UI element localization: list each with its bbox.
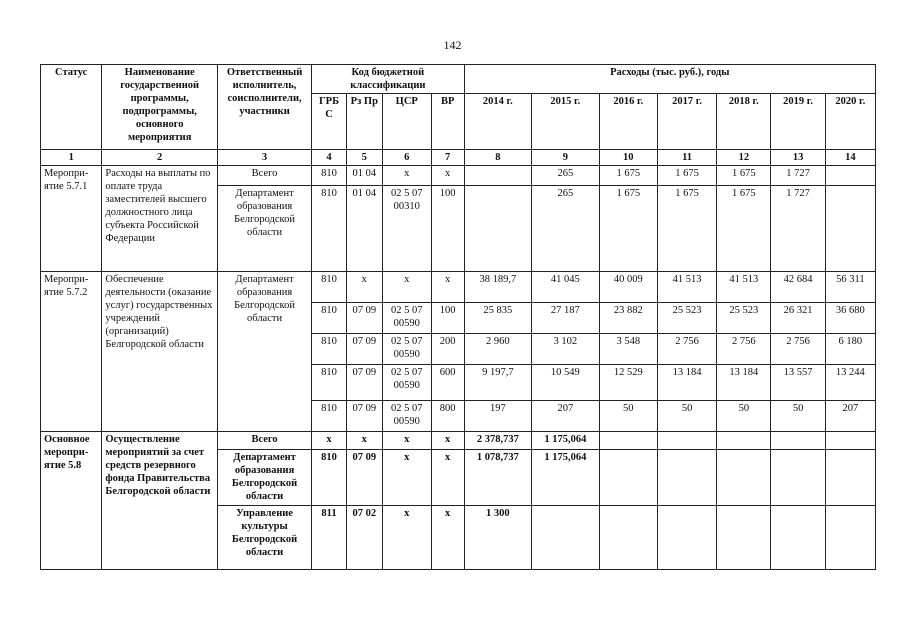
status-cell: Меропри-ятие 5.7.1 [41, 166, 102, 272]
responsible-cell: Всего [217, 166, 311, 186]
header-vr: ВР [431, 94, 464, 150]
value-cell: 2 756 [771, 334, 825, 365]
column-number: 5 [346, 150, 382, 166]
value-cell [599, 432, 657, 450]
column-number: 10 [599, 150, 657, 166]
column-number: 12 [717, 150, 771, 166]
column-number: 11 [657, 150, 716, 166]
header-budget-code: Код бюджетной классификации [312, 65, 464, 94]
value-cell: 2 960 [464, 334, 532, 365]
value-cell: 1 727 [771, 186, 825, 272]
value-cell [771, 506, 825, 570]
value-cell: 13 557 [771, 365, 825, 401]
header-year: 2020 г. [825, 94, 875, 150]
column-number: 2 [102, 150, 218, 166]
value-cell: 207 [825, 401, 875, 432]
csr-cell: х [382, 506, 431, 570]
value-cell: 42 684 [771, 272, 825, 303]
value-cell: 40 009 [599, 272, 657, 303]
value-cell [825, 432, 875, 450]
name-cell: Расходы на выплаты по оплате труда заместителей высшего должностного лица субъекта Российской Федерации [102, 166, 218, 272]
table-row [41, 272, 876, 303]
value-cell: 207 [532, 401, 600, 432]
column-number: 14 [825, 150, 875, 166]
value-cell: 10 549 [532, 365, 600, 401]
value-cell [599, 450, 657, 506]
value-cell: 13 184 [717, 365, 771, 401]
header-year: 2015 г. [532, 94, 600, 150]
value-cell: 6 180 [825, 334, 875, 365]
csr-cell: х [382, 166, 431, 186]
value-cell [657, 506, 716, 570]
rzpr-cell: 07 09 [346, 303, 382, 334]
value-cell: 25 523 [717, 303, 771, 334]
grbs-cell: 810 [312, 365, 347, 401]
header-year: 2019 г. [771, 94, 825, 150]
value-cell: 9 197,7 [464, 365, 532, 401]
vr-cell: х [431, 506, 464, 570]
value-cell: 3 102 [532, 334, 600, 365]
vr-cell: х [431, 450, 464, 506]
vr-cell: 100 [431, 303, 464, 334]
grbs-cell: 810 [312, 272, 347, 303]
csr-cell: 02 5 07 00590 [382, 334, 431, 365]
value-cell: 50 [657, 401, 716, 432]
header-expenses: Расходы (тыс. руб.), годы [464, 65, 875, 94]
grbs-cell: 811 [312, 506, 347, 570]
value-cell: 265 [532, 186, 600, 272]
value-cell: 1 675 [599, 186, 657, 272]
column-number: 7 [431, 150, 464, 166]
value-cell [657, 432, 716, 450]
value-cell: 1 175,064 [532, 432, 600, 450]
value-cell: 41 045 [532, 272, 600, 303]
value-cell [532, 506, 600, 570]
header-grbs: ГРБ С [312, 94, 347, 150]
responsible-cell: Управление культуры Белгородской области [217, 506, 311, 570]
rzpr-cell: 07 09 [346, 450, 382, 506]
value-cell: 2 756 [657, 334, 716, 365]
value-cell: 41 513 [657, 272, 716, 303]
responsible-cell: Департамент образования Белгородской области [217, 186, 311, 272]
value-cell [771, 450, 825, 506]
value-cell: 1 675 [717, 166, 771, 186]
value-cell [464, 166, 532, 186]
grbs-cell: 810 [312, 334, 347, 365]
rzpr-cell: х [346, 272, 382, 303]
value-cell [657, 450, 716, 506]
csr-cell: 02 5 07 00590 [382, 401, 431, 432]
header-year: 2016 г. [599, 94, 657, 150]
value-cell: 41 513 [717, 272, 771, 303]
header-csr: ЦСР [382, 94, 431, 150]
grbs-cell: х [312, 432, 347, 450]
vr-cell: 100 [431, 186, 464, 272]
table-row [41, 166, 876, 186]
csr-cell: 02 5 07 00590 [382, 365, 431, 401]
value-cell: 26 321 [771, 303, 825, 334]
header-year: 2017 г. [657, 94, 716, 150]
vr-cell: х [431, 166, 464, 186]
value-cell [825, 450, 875, 506]
value-cell [599, 506, 657, 570]
column-number: 9 [532, 150, 600, 166]
value-cell: 3 548 [599, 334, 657, 365]
rzpr-cell: 07 02 [346, 506, 382, 570]
vr-cell: 800 [431, 401, 464, 432]
value-cell: 1 727 [771, 166, 825, 186]
header-rzpr: Рз Пр [346, 94, 382, 150]
value-cell: 1 675 [657, 186, 716, 272]
header-status: Статус [41, 65, 102, 150]
status-cell: Меропри-ятие 5.7.2 [41, 272, 102, 432]
header-year: 2014 г. [464, 94, 532, 150]
vr-cell: 200 [431, 334, 464, 365]
vr-cell: х [431, 272, 464, 303]
value-cell: 38 189,7 [464, 272, 532, 303]
table-row [41, 432, 876, 450]
status-cell: Основное меропри-ятие 5.8 [41, 432, 102, 570]
value-cell [771, 432, 825, 450]
value-cell: 265 [532, 166, 600, 186]
value-cell: 1 078,737 [464, 450, 532, 506]
value-cell: 2 756 [717, 334, 771, 365]
value-cell: 25 523 [657, 303, 716, 334]
value-cell: 13 244 [825, 365, 875, 401]
column-number: 1 [41, 150, 102, 166]
value-cell [717, 506, 771, 570]
grbs-cell: 810 [312, 303, 347, 334]
column-number: 6 [382, 150, 431, 166]
rzpr-cell: 07 09 [346, 334, 382, 365]
header-responsible: Ответственный исполнитель, соисполнители, участники [217, 65, 311, 150]
value-cell: 50 [717, 401, 771, 432]
value-cell: 13 184 [657, 365, 716, 401]
value-cell: 1 300 [464, 506, 532, 570]
grbs-cell: 810 [312, 450, 347, 506]
value-cell [825, 186, 875, 272]
expenses-table [40, 64, 876, 570]
value-cell: 23 882 [599, 303, 657, 334]
value-cell [825, 166, 875, 186]
value-cell: 197 [464, 401, 532, 432]
name-cell: Обеспечение деятельности (оказание услуг) государственных учреждений (организаций) Белгородской области [102, 272, 218, 432]
value-cell: 1 675 [599, 166, 657, 186]
csr-cell: 02 5 07 00590 [382, 303, 431, 334]
responsible-cell: Департамент образования Белгородской области [217, 272, 311, 432]
rzpr-cell: 01 04 [346, 186, 382, 272]
vr-cell: 600 [431, 365, 464, 401]
value-cell [717, 432, 771, 450]
value-cell: 2 378,737 [464, 432, 532, 450]
value-cell [717, 450, 771, 506]
value-cell [825, 506, 875, 570]
name-cell: Осуществление мероприятий за счет средств резервного фонда Правительства Белгородской области [102, 432, 218, 570]
grbs-cell: 810 [312, 166, 347, 186]
value-cell: 50 [599, 401, 657, 432]
value-cell: 1 675 [717, 186, 771, 272]
value-cell: 50 [771, 401, 825, 432]
csr-cell: х [382, 432, 431, 450]
csr-cell: х [382, 450, 431, 506]
responsible-cell: Всего [217, 432, 311, 450]
column-number: 13 [771, 150, 825, 166]
column-number: 3 [217, 150, 311, 166]
grbs-cell: 810 [312, 186, 347, 272]
column-number: 8 [464, 150, 532, 166]
value-cell: 27 187 [532, 303, 600, 334]
column-number-row [41, 150, 876, 166]
value-cell: 36 680 [825, 303, 875, 334]
value-cell: 12 529 [599, 365, 657, 401]
csr-cell: х [382, 272, 431, 303]
value-cell [464, 186, 532, 272]
rzpr-cell: х [346, 432, 382, 450]
csr-cell: 02 5 07 00310 [382, 186, 431, 272]
header-name: Наименование государственной программы, подпрограммы, основного мероприятия [102, 65, 218, 150]
page-number: 142 [443, 38, 462, 52]
rzpr-cell: 07 09 [346, 365, 382, 401]
responsible-cell: Департамент образования Белгородской области [217, 450, 311, 506]
value-cell: 25 835 [464, 303, 532, 334]
rzpr-cell: 01 04 [346, 166, 382, 186]
value-cell: 56 311 [825, 272, 875, 303]
value-cell: 1 175,064 [532, 450, 600, 506]
header-year: 2018 г. [717, 94, 771, 150]
rzpr-cell: 07 09 [346, 401, 382, 432]
vr-cell: х [431, 432, 464, 450]
column-number: 4 [312, 150, 347, 166]
grbs-cell: 810 [312, 401, 347, 432]
value-cell: 1 675 [657, 166, 716, 186]
